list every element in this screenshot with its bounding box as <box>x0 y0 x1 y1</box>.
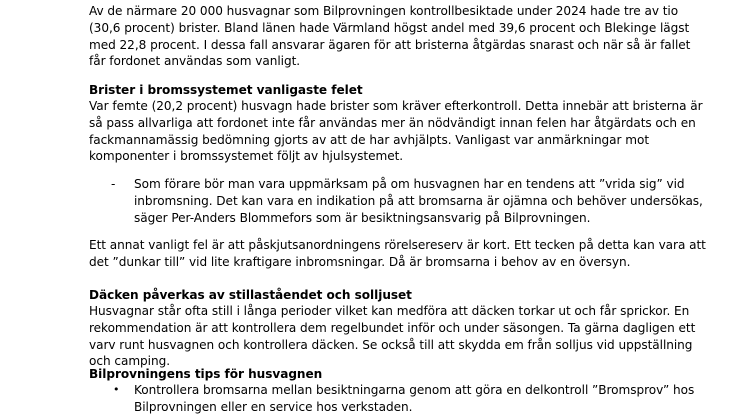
tip-list-item: Kontrollera bromsarna mellan besiktningarna genom att göra en delkontroll ”Bromsprov” hos Bilprovningen eller en service hos verkstaden. <box>134 383 695 414</box>
tip-bullet-marker: • <box>113 383 120 396</box>
tips-section-heading: Bilprovningens tips för husvagnen <box>89 367 323 381</box>
tires-section-heading: Däcken påverkas av stillaståendet och solljuset <box>89 288 412 302</box>
quote-paragraph: Som förare bör man vara uppmärksam på om husvagnen har en tendens att ”vrida sig” vid inbromsning. Det kan vara en indikation på att bromsarna är ojämna och behöver undersökas, säger Per-Anders Blommefors som är besiktningsansvarig på Bilprovningen. <box>134 177 703 225</box>
coupling-paragraph: Ett annat vanligt fel är att påskjutsanordningens rörelsereserv är kort. Ett tecken på detta kan vara att det ”dunkar till” vid lite kraftigare inbromsningar. Då är bromsarna i behov av en översyn. <box>89 238 706 269</box>
intro-paragraph: Av de närmare 20 000 husvagnar som Bilprovningen kontrollbesiktade under 2024 hade tre av tio (30,6 procent) brister. Bland länen hade Värmland högst andel med 39,6 procent och Blekinge lägst med 22,8 procent. I dessa fall ansvarar ägaren för att bristerna åtgärdas snarast och när så är fallet får fordonet användas som vanligt. <box>89 4 691 69</box>
tires-section-paragraph: Husvagnar står ofta still i långa perioder vilket kan medföra att däcken torkar ut och får sprickor. En rekommendation är att kontrollera dem regelbundet inför och under säsongen. Ta gärna dagligen ett varv runt husvagnen och kontrollera däcken. Se också till att skydda em från solljus vid uppställning och camping. <box>89 304 696 369</box>
quote-dash-marker: - <box>111 177 116 191</box>
brake-section-heading: Brister i bromssystemet vanligaste felet <box>89 83 363 97</box>
brake-section-paragraph: Var femte (20,2 procent) husvagn hade brister som kräver efterkontroll. Detta innebär att bristerna är så pass allvarliga att fordonet inte får användas mer än nödvändigt innan felen har åtgärdats och en fackmannamässig bedömning gjorts av att de har avhjälpts. Vanligast var anmärkningar mot komponenter i bromssystemet följt av hjulsystemet. <box>89 99 703 164</box>
